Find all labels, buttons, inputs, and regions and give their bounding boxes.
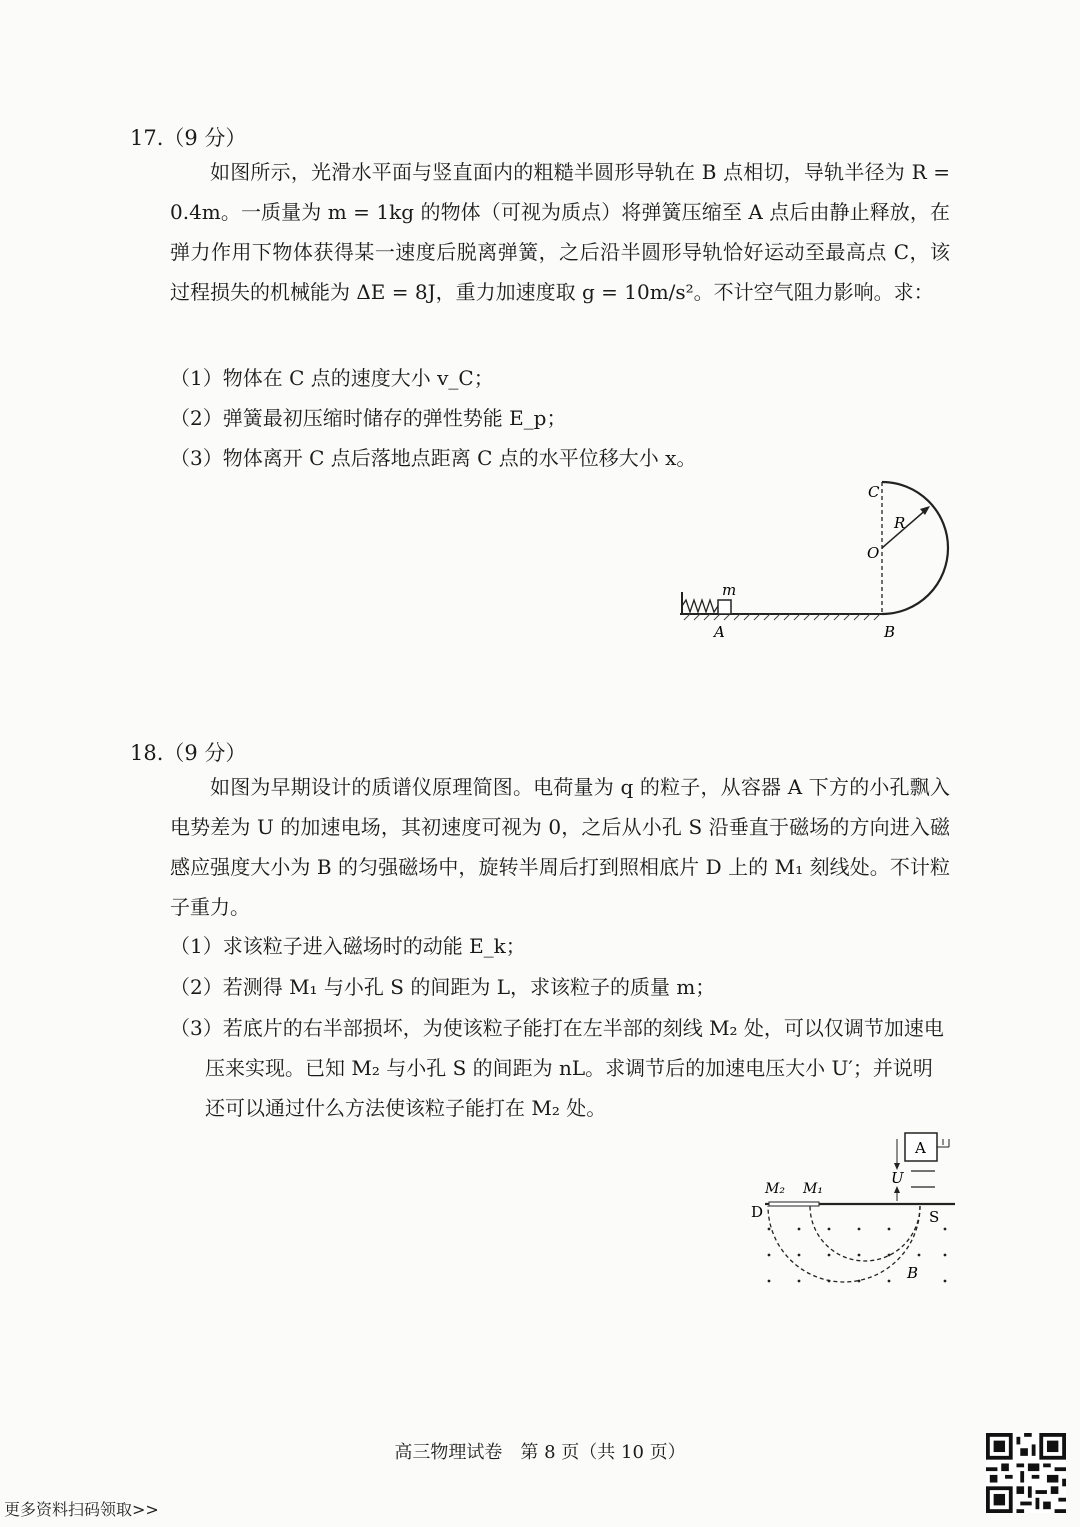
label-c: C xyxy=(868,483,880,501)
label-u: U xyxy=(891,1169,904,1187)
label-r: R xyxy=(894,514,906,532)
page-footer: 高三物理试卷 第 8 页（共 10 页） xyxy=(394,1442,686,1463)
q18-stem: 如图为早期设计的质谱仪原理简图。电荷量为 q 的粒子，从容器 A 下方的小孔飘入电势差为 U 的加速电场，其初速度可视为 0，之后从小孔 S 沿垂直于磁场的方向进入磁感应强度大小为 B 的匀强磁场中，旋转半周后打到照相底片 D 上的 M₁ 刻线处。不计粒子重力。 xyxy=(170,775,950,919)
q17-sub1: （1）物体在 C 点的速度大小 v_C； xyxy=(170,366,494,390)
q18-number: 18.（9 分） xyxy=(130,741,247,765)
qr-code-icon xyxy=(986,1433,1066,1513)
label-s: S xyxy=(929,1208,940,1226)
q17-number: 17.（9 分） xyxy=(130,126,247,150)
q18-figure xyxy=(745,1125,965,1295)
trajectory-m2 xyxy=(768,1206,920,1282)
bottom-note: 更多资料扫码领取>> xyxy=(4,1500,159,1519)
q18-sub3-line1: （3）若底片的右半部损坏，为使该粒子能打在左半部的刻线 M₂ 处，可以仅调节加速电 xyxy=(170,1016,944,1040)
semicircle-track xyxy=(882,482,948,614)
block-m xyxy=(718,600,731,614)
label-a-container: A xyxy=(915,1139,926,1157)
label-m1: M₁ xyxy=(803,1181,823,1197)
label-a: A xyxy=(714,623,725,641)
q17-figure xyxy=(670,478,970,648)
q17-sub3: （3）物体离开 C 点后落地点距离 C 点的水平位移大小 x。 xyxy=(170,446,697,470)
q17-sub2: （2）弹簧最初压缩时储存的弹性势能 E_p； xyxy=(170,406,567,430)
label-m: m xyxy=(722,581,737,599)
q17-stem: 如图所示，光滑水平面与竖直面内的粗糙半圆形导轨在 B 点相切，导轨半径为 R = 0.4m。一质量为 m = 1kg 的物体（可视为质点）将弹簧压缩至 A 点后由静止释放，在弹力作用下物体获得某一速度后脱离弹簧，之后沿半圆形导轨恰好运动至最高点 C，该过程损失的机械能为 ΔE = 8J，重力加速度取 g = 10m/s²。不计空气阻力影响。求： xyxy=(170,160,950,304)
q18-sub3-line3: 还可以通过什么方法使该粒子能打在 M₂ 处。 xyxy=(205,1096,607,1120)
q18-sub1: （1）求该粒子进入磁场时的动能 E_k； xyxy=(170,934,526,958)
label-d: D xyxy=(751,1203,764,1221)
q18-sub3-line2: 压来实现。已知 M₂ 与小孔 S 的间距为 nL。求调节后的加速电压大小 U′；并说明 xyxy=(205,1056,933,1080)
label-m2: M₂ xyxy=(765,1181,785,1197)
q18-sub2: （2）若测得 M₁ 与小孔 S 的间距为 L，求该粒子的质量 m； xyxy=(170,975,716,999)
label-b-field: B xyxy=(907,1264,919,1282)
label-b: B xyxy=(884,623,896,641)
label-o: O xyxy=(867,544,880,562)
